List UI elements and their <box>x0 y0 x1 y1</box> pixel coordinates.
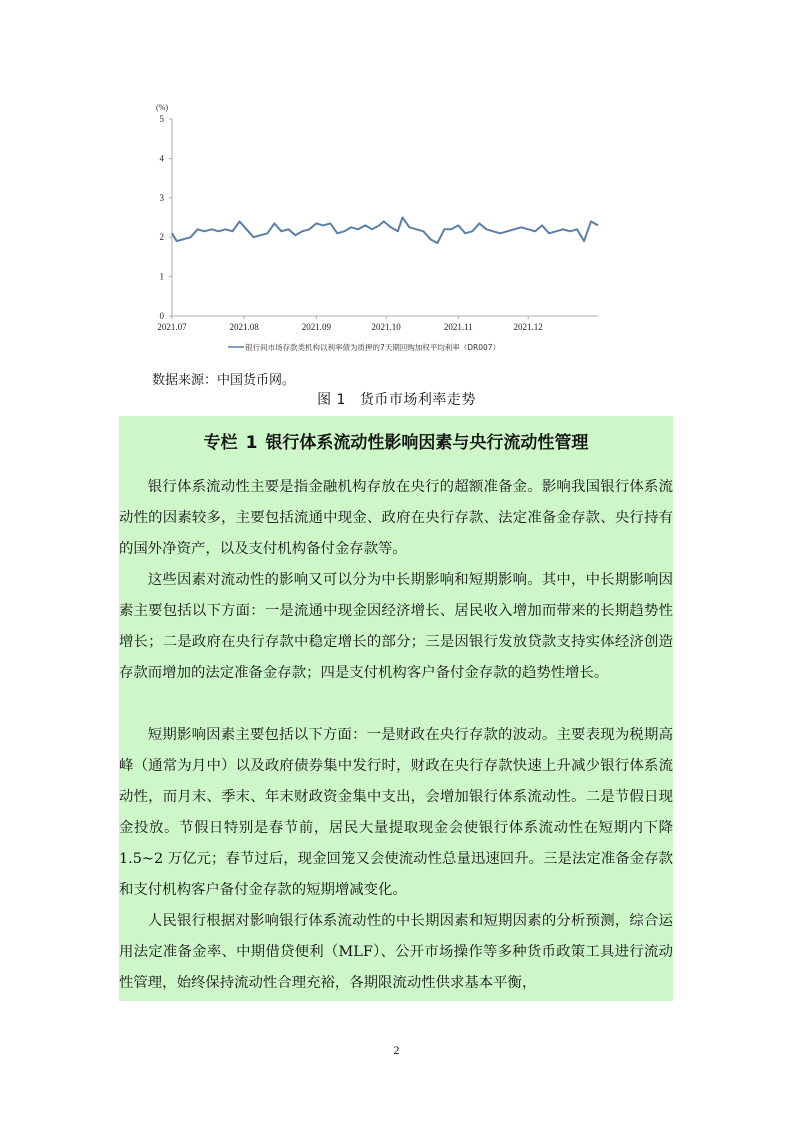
legend-label: 银行间市场存款类机构以利率债为质押的7天期回购加权平均利率（DR007） <box>245 343 501 352</box>
y-tick-label: 2 <box>159 232 164 243</box>
column-paragraph: 人民银行根据对影响银行体系流动性的中长期因素和短期因素的分析预测，综合运用法定准备金率、中期借贷便利（MLF）、公开市场操作等多种货币政策工具进行流动性管理，始终保持流动性合理充裕，各期限流动性供求基本平衡， <box>119 913 673 991</box>
y-tick-label: 1 <box>159 271 164 282</box>
column-paragraph: 短期影响因素主要包括以下方面：一是财政在央行存款的波动。主要表现为税期高峰（通常为月中）以及政府债券集中发行时，财政在央行存款快速上升减少银行体系流动性，而月末、季末、年末财政资金集中支出，会增加银行体系流动性。二是节假日现金投放。节假日特别是春节前，居民大量提取现金会使银行体系流动性在短期内下降 1.5~2 万亿元；春节过后，现金回笼又会使流动性总量迅速回升。三是法定准备金存款和支付机构客户备付金存款的短期增减变化。 <box>119 727 673 898</box>
data-source-note: 数据来源：中国货币网。 <box>152 373 296 388</box>
column-title <box>119 428 673 453</box>
column-paragraph: 这些因素对流动性的影响又可以分为中长期影响和短期影响。其中，中长期影响因素主要包括以下方面：一是流通中现金因经济增长、居民收入增加而带来的长期趋势性增长；二是政府在央行存款中稳定增长的部分；三是因银行发放贷款支持实体经济创造存款而增加的法定准备金存款；四是支付机构客户备付金存款的趋势性增长。 <box>119 572 673 681</box>
column-title-text: 银行体系流动性影响因素与央行流动性管理 <box>265 433 589 453</box>
chart-canvas <box>148 98 608 360</box>
x-tick-label: 2021.09 <box>301 322 331 332</box>
series-line-dr007 <box>172 218 598 244</box>
y-tick-label: 0 <box>159 311 164 321</box>
column-paragraph: 银行体系流动性主要是指金融机构存放在央行的超额准备金。影响我国银行体系流动性的因素较多，主要包括流通中现金、政府在央行存款、法定准备金存款、央行持有的国外净资产，以及支付机构备付金存款等。 <box>119 479 673 557</box>
rate-chart <box>148 98 608 360</box>
x-tick-label: 2021.07 <box>157 322 187 332</box>
x-tick-label: 2021.08 <box>229 322 259 332</box>
y-tick-label: 3 <box>159 192 164 203</box>
figure-title: 货币市场利率走势 <box>359 392 476 408</box>
page-number: 2 <box>393 1043 400 1057</box>
figure-number: 图 1 <box>317 392 346 408</box>
y-axis-unit: (%) <box>156 103 168 112</box>
column-title-number: 1 <box>245 433 258 453</box>
y-tick-label: 5 <box>159 114 164 124</box>
column-title-prefix: 专栏 <box>203 433 238 453</box>
x-tick-label: 2021.10 <box>371 322 401 332</box>
y-tick-label: 4 <box>159 153 164 164</box>
column-box <box>119 416 673 1001</box>
figure-caption <box>0 389 793 409</box>
x-tick-label: 2021.12 <box>513 322 543 332</box>
x-tick-label: 2021.11 <box>443 322 473 332</box>
